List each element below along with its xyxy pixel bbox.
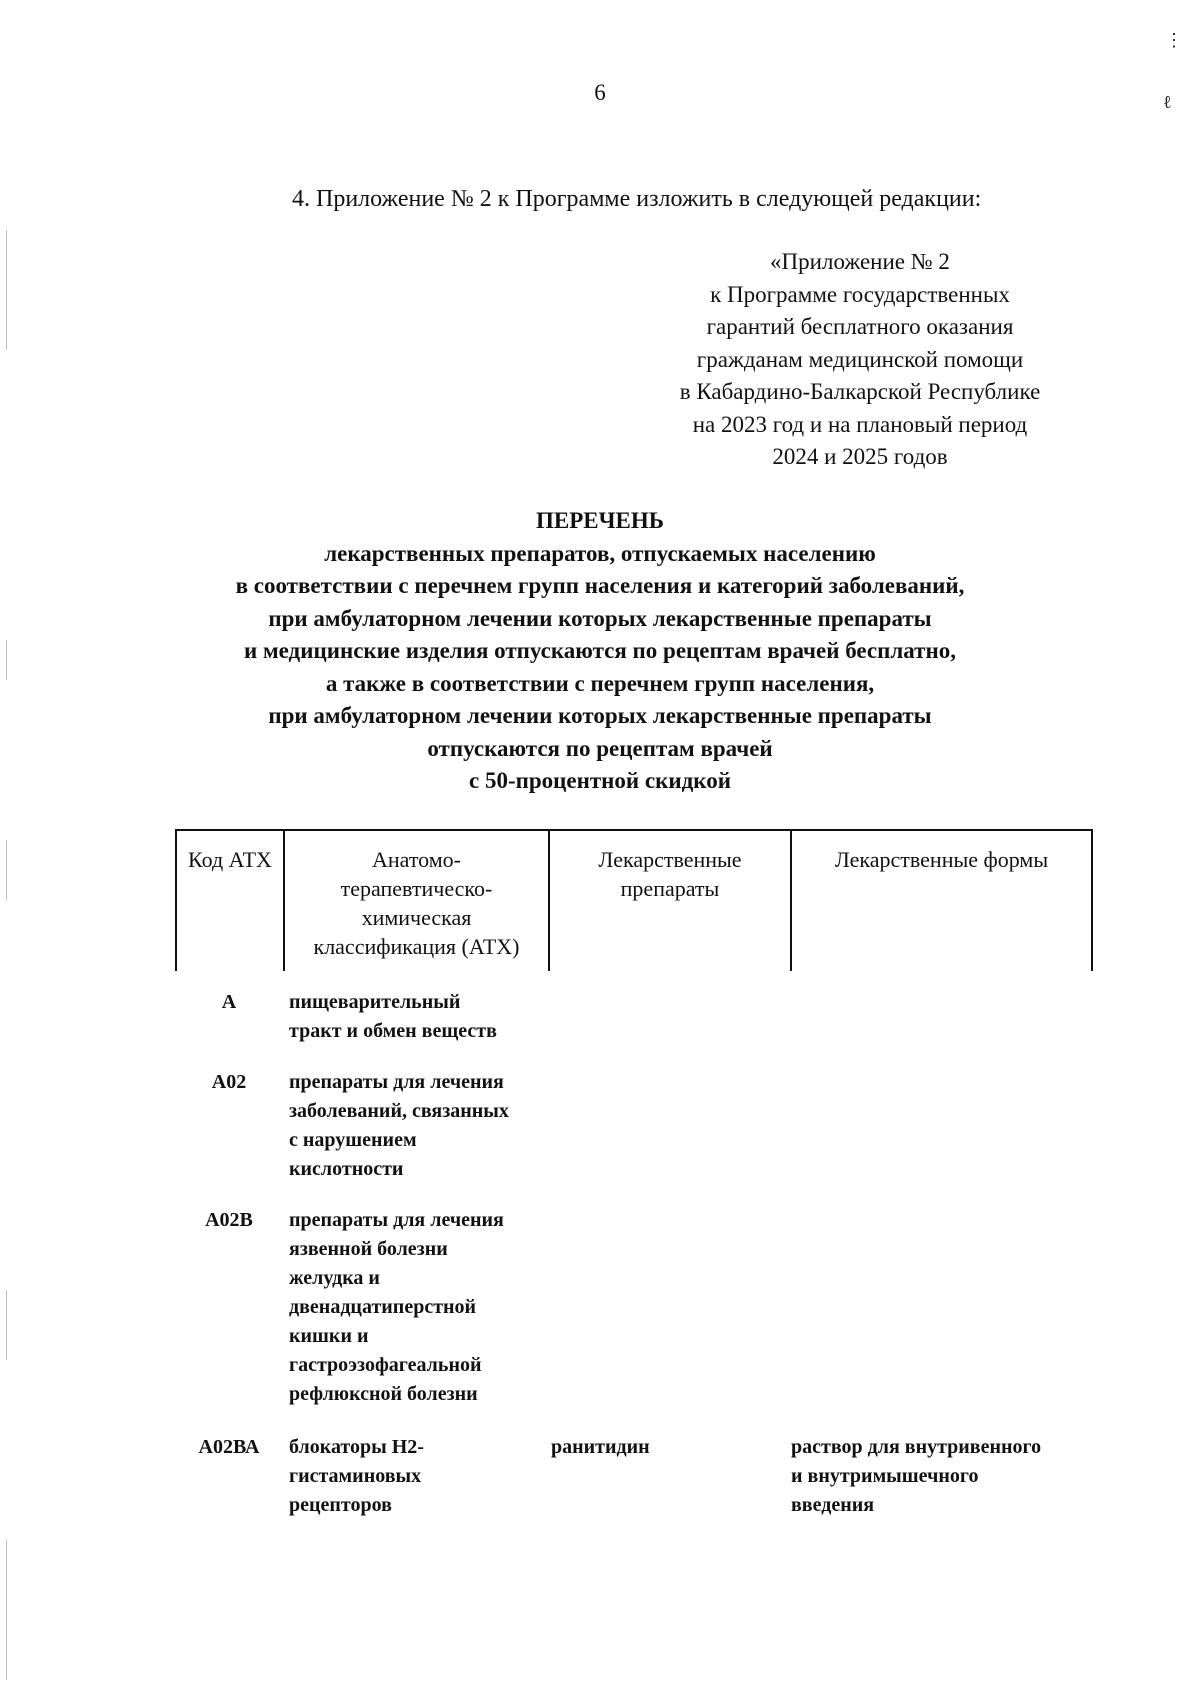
subtitle-line: отпускаются по рецептам врачей bbox=[427, 735, 773, 761]
page-number: 6 bbox=[594, 80, 606, 105]
document-title: ПЕРЕЧЕНЬ bbox=[536, 508, 664, 533]
appendix-line: «Приложение № 2 bbox=[770, 249, 950, 274]
row-classification: препараты для лечения заболеваний, связанных с нарушением кислотности bbox=[289, 1071, 509, 1180]
appendix-line: гражданам медицинской помощи bbox=[696, 346, 1024, 372]
row-code: А02ВА bbox=[198, 1436, 260, 1458]
appendix-line: к Программе государственных bbox=[710, 281, 1010, 307]
header-drugs: Лекарственные препараты bbox=[598, 847, 742, 901]
scan-mark-dots: ⋮ bbox=[1165, 30, 1183, 50]
subtitle-line: а также в соответствии с перечнем групп населения, bbox=[325, 670, 875, 696]
row-code: А bbox=[221, 991, 237, 1013]
row-drug: ранитидин bbox=[551, 1436, 650, 1458]
subtitle-line: при амбулаторном лечении которых лекарственные препараты bbox=[268, 703, 932, 728]
scan-margin-line bbox=[6, 1290, 7, 1360]
scan-margin-line bbox=[6, 1540, 7, 1680]
table-border bbox=[1091, 831, 1093, 971]
scan-margin-line bbox=[6, 230, 7, 350]
document-title-block bbox=[0, 505, 1200, 798]
row-form: раствор для внутривенного и внутримышечного введения bbox=[791, 1436, 1042, 1516]
table-header bbox=[175, 829, 1093, 971]
intro-text: 4. Приложение № 2 к Программе изложить в следующей редакции: bbox=[292, 186, 982, 212]
scan-mark-curl: ℓ bbox=[1163, 92, 1172, 112]
appendix-line: гарантий бесплатного оказания bbox=[706, 314, 1014, 339]
subtitle-line: и медицинские изделия отпускаются по рецептам врачей бесплатно, bbox=[243, 638, 956, 663]
row-classification: блокаторы Н2- гистаминовых рецепторов bbox=[289, 1436, 424, 1516]
appendix-line: на 2023 год и на плановый период bbox=[692, 411, 1028, 437]
row-code: А02 bbox=[211, 1071, 247, 1093]
row-classification: пищеварительный тракт и обмен веществ bbox=[289, 991, 497, 1042]
subtitle-line: лекарственных препаратов, отпускаемых населению bbox=[324, 540, 876, 566]
subtitle-line: в соответствии с перечнем групп населения и категорий заболеваний, bbox=[235, 573, 965, 598]
header-code: Код АТХ bbox=[188, 847, 272, 872]
subtitle-line: с 50-процентной скидкой bbox=[469, 768, 731, 793]
row-classification: препараты для лечения язвенной болезни желудка и двенадцатиперстной кишки и гастроэзофагеальной рефлюксной болезни bbox=[289, 1209, 504, 1405]
subtitle-line: при амбулаторном лечении которых лекарственные препараты bbox=[268, 605, 932, 631]
header-forms: Лекарственные формы bbox=[834, 847, 1049, 872]
scan-margin-line bbox=[6, 840, 7, 900]
header-classification: Анатомо- терапевтическо- химическая классификация (АТХ) bbox=[313, 847, 520, 959]
appendix-line: в Кабардино-Балкарской Республике bbox=[679, 379, 1041, 404]
row-code: А02В bbox=[205, 1209, 253, 1231]
appendix-line: 2024 и 2025 годов bbox=[772, 444, 948, 469]
appendix-header bbox=[560, 246, 1160, 474]
